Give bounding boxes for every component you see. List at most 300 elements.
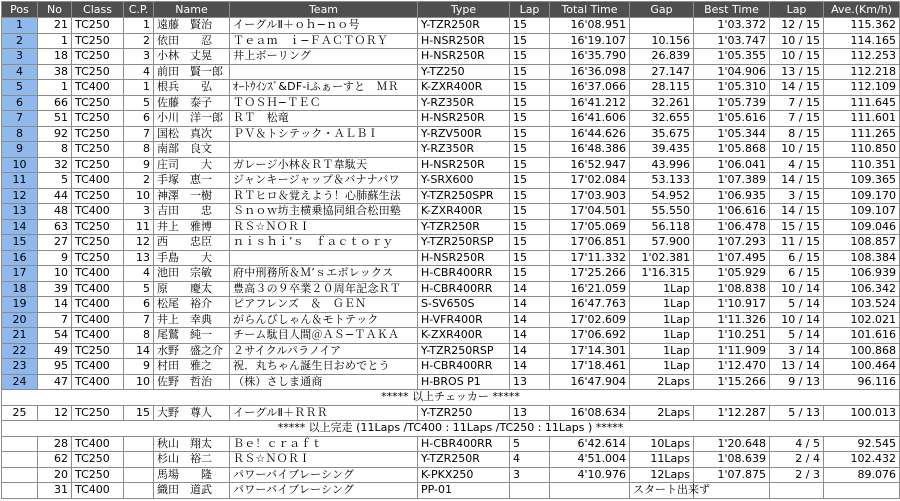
cell-average: 100.464 (824, 359, 900, 375)
cell-type: Y-TZR250R (418, 452, 510, 468)
cell-gap (630, 18, 694, 34)
cell-team (230, 64, 418, 80)
cell-best-lap: 14 / 15 (770, 80, 824, 96)
cell-total-time: 16'41.212 (550, 95, 630, 111)
cell-gap: 39.435 (630, 142, 694, 158)
cell-cp: 4 (124, 266, 154, 282)
cell-gap: 1Lap (630, 359, 694, 375)
cell-lap: 14 (510, 281, 550, 297)
cell-name: 西 忠臣 (154, 235, 230, 251)
cell-team: パワーバイブレーシング (230, 483, 418, 499)
cell-best-lap: 14 / 15 (770, 204, 824, 220)
cell-best-lap: 9 / 13 (770, 374, 824, 390)
table-row (2, 204, 900, 220)
cell-total-time: 16'21.059 (550, 281, 630, 297)
cell-team: ＰＶ＆トシテック・ＡＬＢＩ (230, 126, 418, 142)
cell-best-time: 1'12.287 (694, 405, 770, 421)
cell-average: 106.939 (824, 266, 900, 282)
cell-best-lap: 10 / 14 (770, 281, 824, 297)
cell-team: ＲＴヒロ＆覚えよう！心肺蘇生法 (230, 188, 418, 204)
cell-pos: 20 (2, 312, 38, 328)
cell-average: 108.857 (824, 235, 900, 251)
cell-type: H-NSR250R (418, 250, 510, 266)
cell-type: H-NSR250R (418, 111, 510, 127)
cell-name: 杉山 裕二 (154, 452, 230, 468)
col-lap: Lap (510, 2, 550, 18)
cell-cp: 3 (124, 204, 154, 220)
cell-pos (2, 483, 38, 499)
cell-best-lap: 10 / 15 (770, 142, 824, 158)
cell-best-lap: 5 / 14 (770, 328, 824, 344)
cell-cp (124, 467, 154, 483)
cell-type: Y-TZR250RSP (418, 343, 510, 359)
cell-gap: 1Lap (630, 328, 694, 344)
cell-no: 9 (38, 250, 72, 266)
cell-team: ＲＳ☆ＮＯＲＩ (230, 219, 418, 235)
cell-best-time: 1'03.747 (694, 33, 770, 49)
cell-name: 織田 道武 (154, 483, 230, 499)
cell-average: 110.850 (824, 142, 900, 158)
cell-team: 豊高３の９卒業２０周年記念ＲＴ (230, 281, 418, 297)
cell-gap: 1Lap (630, 312, 694, 328)
cell-average: 111.265 (824, 126, 900, 142)
cell-type: Y-TZR250RSP (418, 235, 510, 251)
cell-no: 54 (38, 328, 72, 344)
finish-separator (2, 421, 900, 437)
cell-no: 8 (38, 142, 72, 158)
cell-class: TC400 (72, 436, 124, 452)
cell-best-time: 1'08.639 (694, 452, 770, 468)
cell-best-time: 1'12.470 (694, 359, 770, 375)
cell-no: 63 (38, 219, 72, 235)
cell-cp: 9 (124, 157, 154, 173)
cell-best-lap: 6 / 15 (770, 266, 824, 282)
table-row (2, 173, 900, 189)
cell-no: 12 (38, 405, 72, 421)
cell-lap: 15 (510, 33, 550, 49)
cell-team (230, 250, 418, 266)
cell-no: 7 (38, 312, 72, 328)
cell-best-time: 1'07.875 (694, 467, 770, 483)
cell-lap: 15 (510, 188, 550, 204)
cell-team (230, 142, 418, 158)
cell-cp: 1 (124, 80, 154, 96)
cell-gap: 27.147 (630, 64, 694, 80)
cell-class: TC400 (72, 204, 124, 220)
cell-gap: 28.115 (630, 80, 694, 96)
cell-gap: 1'16.315 (630, 266, 694, 282)
cell-pos: 12 (2, 188, 38, 204)
cell-average: 114.165 (824, 33, 900, 49)
cell-best-time: 1'06.041 (694, 157, 770, 173)
cell-total-time: 17'11.332 (550, 250, 630, 266)
table-row (2, 452, 900, 468)
finish-separator-text: ***** 以上完走 (11Laps /TC400 : 11Laps /TC250 : 11Laps ) ***** (2, 421, 900, 437)
cell-best-lap: 8 / 15 (770, 126, 824, 142)
cell-gap: 35.675 (630, 126, 694, 142)
cell-type: Y-TZR250R (418, 219, 510, 235)
cell-average: 115.362 (824, 18, 900, 34)
cell-total-time: 16'19.107 (550, 33, 630, 49)
cell-cp: 2 (124, 173, 154, 189)
cell-type: S-SV650S (418, 297, 510, 313)
cell-best-time: 1'06.935 (694, 188, 770, 204)
col-cp: C.P. (124, 2, 154, 18)
cell-best-lap: 5 / 14 (770, 297, 824, 313)
cell-gap: 32.655 (630, 111, 694, 127)
cell-no: 14 (38, 297, 72, 313)
cell-best-lap: 5 / 13 (770, 405, 824, 421)
cell-best-time: 1'10.251 (694, 328, 770, 344)
cell-lap: 15 (510, 64, 550, 80)
cell-best-time: 1'05.739 (694, 95, 770, 111)
cell-lap: 14 (510, 328, 550, 344)
cell-name: 池田 宗敏 (154, 266, 230, 282)
cell-cp: 7 (124, 312, 154, 328)
cell-average: 112.109 (824, 80, 900, 96)
cell-total-time: 16'35.790 (550, 49, 630, 65)
cell-cp: 11 (124, 219, 154, 235)
cell-lap: 15 (510, 219, 550, 235)
cell-average: 100.013 (824, 405, 900, 421)
cell-pos: 4 (2, 64, 38, 80)
cell-gap: 26.839 (630, 49, 694, 65)
cell-pos: 18 (2, 281, 38, 297)
cell-name: 馬場 隆 (154, 467, 230, 483)
cell-lap: 14 (510, 312, 550, 328)
cell-total-time: 17'14.301 (550, 343, 630, 359)
cell-no: 49 (38, 343, 72, 359)
cell-class: TC250 (72, 157, 124, 173)
cell-pos: 21 (2, 328, 38, 344)
cell-lap: 15 (510, 95, 550, 111)
cell-pos: 14 (2, 219, 38, 235)
cell-best-time: 1'15.266 (694, 374, 770, 390)
cell-average: 109.046 (824, 219, 900, 235)
cell-best-lap: 15 / 15 (770, 219, 824, 235)
cell-gap: 32.261 (630, 95, 694, 111)
cell-lap: 13 (510, 374, 550, 390)
cell-type: PP-01 (418, 483, 510, 499)
cell-class: TC250 (72, 64, 124, 80)
cell-no: 62 (38, 452, 72, 468)
cell-lap: 14 (510, 297, 550, 313)
table-row (2, 343, 900, 359)
cell-average: 102.021 (824, 312, 900, 328)
cell-pos: 11 (2, 173, 38, 189)
cell-cp: 8 (124, 328, 154, 344)
cell-pos: 7 (2, 111, 38, 127)
cell-class: TC250 (72, 49, 124, 65)
cell-name: 依田 忍 (154, 33, 230, 49)
table-row (2, 126, 900, 142)
cell-cp: 8 (124, 142, 154, 158)
cell-lap: 15 (510, 111, 550, 127)
cell-best-time: 1'05.868 (694, 142, 770, 158)
col-gap: Gap (630, 2, 694, 18)
cell-best-lap: 10 / 14 (770, 312, 824, 328)
cell-no: 32 (38, 157, 72, 173)
cell-total-time: 17'18.461 (550, 359, 630, 375)
cell-best-lap: 2 / 4 (770, 452, 824, 468)
cell-average: 112.253 (824, 49, 900, 65)
cell-gap: 2Laps (630, 374, 694, 390)
cell-no: 10 (38, 266, 72, 282)
cell-average: 102.432 (824, 452, 900, 468)
cell-gap: 10.156 (630, 33, 694, 49)
cell-class: TC400 (72, 374, 124, 390)
cell-name: 手島 大 (154, 250, 230, 266)
cell-lap: 15 (510, 157, 550, 173)
cell-class: TC400 (72, 297, 124, 313)
cell-type: H-CBR400RR (418, 281, 510, 297)
cell-pos (2, 436, 38, 452)
cell-cp: 6 (124, 111, 154, 127)
cell-best-lap: 14 / 15 (770, 173, 824, 189)
cell-best-time: 1'06.478 (694, 219, 770, 235)
cell-class: TC400 (72, 173, 124, 189)
cell-type: H-NSR250R (418, 33, 510, 49)
cell-no: 1 (38, 80, 72, 96)
cell-best-time: 1'11.326 (694, 312, 770, 328)
cell-best-lap: 4 / 5 (770, 436, 824, 452)
cell-best-lap: 3 / 15 (770, 188, 824, 204)
col-type: Type (418, 2, 510, 18)
cell-team: ＴＯＳＨ−ＴＥＣ (230, 95, 418, 111)
cell-total-time: 16'37.066 (550, 80, 630, 96)
cell-class: TC250 (72, 111, 124, 127)
cell-name: 尾鷲 純一 (154, 328, 230, 344)
cell-team: 井上ボーリング (230, 49, 418, 65)
cell-team: Ｓｎｏｗ坊主横乗協同組合松田塾 (230, 204, 418, 220)
cell-cp: 6 (124, 297, 154, 313)
cell-lap: 15 (510, 173, 550, 189)
cell-no: 5 (38, 173, 72, 189)
cell-class: TC250 (72, 405, 124, 421)
cell-name: 秋山 翔太 (154, 436, 230, 452)
col-best-time: Best Time (694, 2, 770, 18)
cell-name: 神澤 一樹 (154, 188, 230, 204)
table-row (2, 33, 900, 49)
cell-cp: 12 (124, 235, 154, 251)
cell-gap: 43.996 (630, 157, 694, 173)
cell-lap: 14 (510, 343, 550, 359)
results-table (1, 1, 900, 499)
cell-type: H-CBR400RR (418, 266, 510, 282)
cell-class: TC400 (72, 359, 124, 375)
cell-pos: 2 (2, 33, 38, 49)
col-no: No (38, 2, 72, 18)
cell-average: 89.076 (824, 467, 900, 483)
cell-type: H-CBR400RR (418, 359, 510, 375)
cell-team: ピアフレンズ ＆ ＧＥＮ (230, 297, 418, 313)
col-best-lap: Lap (770, 2, 824, 18)
col-total-time: Total Time (550, 2, 630, 18)
cell-type: H-VFR400R (418, 312, 510, 328)
cell-best-time: 1'05.310 (694, 80, 770, 96)
cell-cp: 10 (124, 188, 154, 204)
cell-average: 92.545 (824, 436, 900, 452)
cell-pos (2, 452, 38, 468)
table-row (2, 359, 900, 375)
cell-name: 佐藤 泰子 (154, 95, 230, 111)
table-row (2, 18, 900, 34)
cell-team: （株）さしま通商 (230, 374, 418, 390)
cell-best-time: 1'06.616 (694, 204, 770, 220)
col-class: Class (72, 2, 124, 18)
cell-class: TC400 (72, 80, 124, 96)
cell-type: H-BROS P1 (418, 374, 510, 390)
table-row (2, 95, 900, 111)
cell-average (824, 483, 900, 499)
cell-best-time: 1'05.344 (694, 126, 770, 142)
cell-average: 109.107 (824, 204, 900, 220)
table-row (2, 235, 900, 251)
checker-separator (2, 390, 900, 406)
cell-class: TC250 (72, 126, 124, 142)
cell-team: ｵｰﾄｳｲﾝｽﾞ&DF-iふぁーすと ＭＲ (230, 80, 418, 96)
cell-total-time: 17'06.851 (550, 235, 630, 251)
cell-name: 庄司 大 (154, 157, 230, 173)
cell-best-lap: 13 / 15 (770, 64, 824, 80)
cell-type: K-ZXR400R (418, 204, 510, 220)
cell-gap: 1Lap (630, 343, 694, 359)
cell-lap: 15 (510, 266, 550, 282)
cell-pos: 17 (2, 266, 38, 282)
cell-type: H-NSR250R (418, 157, 510, 173)
cell-best-time: 1'08.838 (694, 281, 770, 297)
cell-name: 井上 雅博 (154, 219, 230, 235)
table-row (2, 64, 900, 80)
cell-best-lap: 3 / 14 (770, 343, 824, 359)
cell-total-time: 16'08.634 (550, 405, 630, 421)
cell-type: Y-TZR250R (418, 18, 510, 34)
cell-pos: 16 (2, 250, 38, 266)
cell-gap: 2Laps (630, 405, 694, 421)
cell-total-time: 16'36.098 (550, 64, 630, 80)
cell-cp: 5 (124, 281, 154, 297)
cell-average: 109.170 (824, 188, 900, 204)
col-pos: Pos (2, 2, 38, 18)
cell-lap: 14 (510, 359, 550, 375)
cell-no: 66 (38, 95, 72, 111)
cell-type: Y-TZR250 (418, 405, 510, 421)
cell-lap: 15 (510, 250, 550, 266)
cell-best-lap: 2 / 3 (770, 467, 824, 483)
cell-total-time: 16'41.606 (550, 111, 630, 127)
cell-pos: 22 (2, 343, 38, 359)
cell-total-time: 17'06.692 (550, 328, 630, 344)
cell-team: ２サイクルパラノイア (230, 343, 418, 359)
cell-no: 18 (38, 49, 72, 65)
cell-team: ｎｉｓｈｉ’ｓ ｆａｃｔｏｒｙ (230, 235, 418, 251)
table-row (2, 312, 900, 328)
cell-team: Ｔｅａｍ ｉ−ＦＡＣＴＯＲＹ (230, 33, 418, 49)
cell-name: 村田 雅之 (154, 359, 230, 375)
cell-pos: 10 (2, 157, 38, 173)
cell-name: 小林 丈晃 (154, 49, 230, 65)
cell-pos: 15 (2, 235, 38, 251)
cell-lap: 15 (510, 235, 550, 251)
cell-name: 南部 良文 (154, 142, 230, 158)
table-row (2, 80, 900, 96)
cell-pos: 23 (2, 359, 38, 375)
cell-gap: 55.550 (630, 204, 694, 220)
cell-cp: 3 (124, 49, 154, 65)
cell-total-time: 6'42.614 (550, 436, 630, 452)
cell-class: TC250 (72, 343, 124, 359)
cell-cp: 10 (124, 374, 154, 390)
cell-total-time: 17'03.903 (550, 188, 630, 204)
checker-separator-text: ***** 以上チェッカー ***** (2, 390, 900, 406)
cell-type: H-CBR400RR (418, 436, 510, 452)
cell-pos: 3 (2, 49, 38, 65)
cell-gap: 1Lap (630, 297, 694, 313)
cell-cp: 2 (124, 33, 154, 49)
cell-team: がらんびしゃん＆モトテック (230, 312, 418, 328)
cell-name: 大野 尊人 (154, 405, 230, 421)
cell-class: TC250 (72, 33, 124, 49)
cell-best-time: 1'05.616 (694, 111, 770, 127)
cell-class: TC400 (72, 312, 124, 328)
cell-best-time: 1'04.906 (694, 64, 770, 80)
cell-class: TC400 (72, 266, 124, 282)
cell-pos: 8 (2, 126, 38, 142)
cell-lap: 13 (510, 405, 550, 421)
cell-team: パワーバイブレーシング (230, 467, 418, 483)
cell-best-lap: 10 / 15 (770, 49, 824, 65)
cell-total-time: 17'02.609 (550, 312, 630, 328)
cell-type: Y-SRX600 (418, 173, 510, 189)
cell-gap: 12Laps (630, 467, 694, 483)
cell-lap: 15 (510, 126, 550, 142)
cell-cp: 9 (124, 359, 154, 375)
cell-best-time: 1'05.355 (694, 49, 770, 65)
cell-average: 100.868 (824, 343, 900, 359)
col-average: Ave.(Km/h) (824, 2, 900, 18)
table-row (2, 49, 900, 65)
cell-no: 31 (38, 483, 72, 499)
cell-best-lap: 6 / 15 (770, 250, 824, 266)
cell-lap: 5 (510, 436, 550, 452)
cell-total-time: 16'52.947 (550, 157, 630, 173)
cell-name: 根兵 弘 (154, 80, 230, 96)
cell-best-lap: 4 / 15 (770, 157, 824, 173)
cell-name: 前田 賢一郎 (154, 64, 230, 80)
cell-average: 110.351 (824, 157, 900, 173)
cell-best-lap: 11 / 15 (770, 235, 824, 251)
cell-team: ガレージ小林＆ＲＴ韋駄天 (230, 157, 418, 173)
cell-lap: 15 (510, 142, 550, 158)
cell-best-lap: 7 / 15 (770, 95, 824, 111)
cell-team: イーグルⅡ＋ｏｈ−ｎｏ号 (230, 18, 418, 34)
cell-name: 井上 幸典 (154, 312, 230, 328)
cell-team: 府中刑務所＆Ｍ’ｓエボレックス (230, 266, 418, 282)
table-row (2, 328, 900, 344)
cell-lap: 15 (510, 204, 550, 220)
cell-type: Y-TZR250SPR (418, 188, 510, 204)
cell-average: 106.342 (824, 281, 900, 297)
cell-no: 39 (38, 281, 72, 297)
cell-no: 21 (38, 18, 72, 34)
cell-best-lap: 10 / 15 (770, 33, 824, 49)
table-row (2, 188, 900, 204)
cell-average: 111.601 (824, 111, 900, 127)
cell-gap: 54.952 (630, 188, 694, 204)
table-row (2, 219, 900, 235)
cell-class: TC400 (72, 328, 124, 344)
cell-name: 松尾 裕介 (154, 297, 230, 313)
